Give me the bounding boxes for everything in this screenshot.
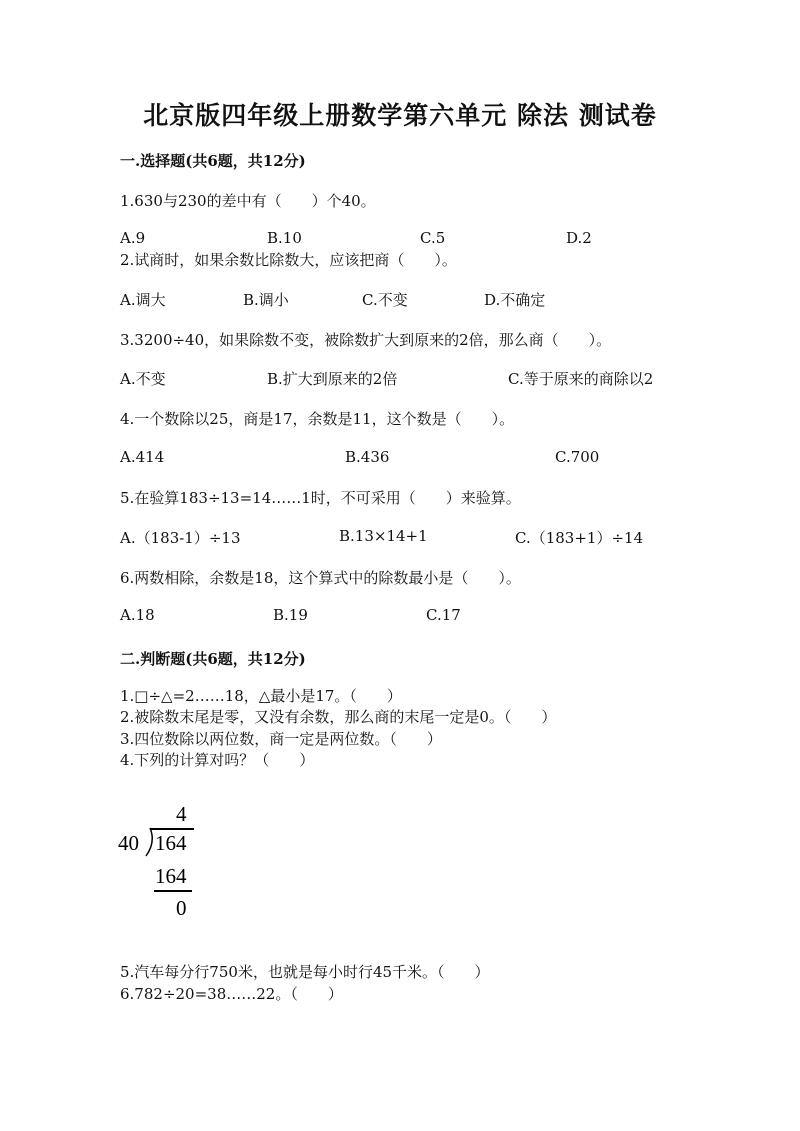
judge-question-5: 5.汽车每分行750米，也就是每小时行45千米。（ ） <box>120 963 490 981</box>
section-choice-header: 一.选择题(共6题，共12分) <box>120 152 306 170</box>
judge-question-6: 6.782÷20=38……22。（ ） <box>120 985 343 1003</box>
q3-option-c[interactable]: C.等于原来的商除以2 <box>508 370 654 388</box>
q4-option-b[interactable]: B.436 <box>345 448 390 466</box>
page-title: 北京版四年级上册数学第六单元 除法 测试卷 <box>143 101 657 130</box>
choice-question-1: 1.630与230的差中有（ ）个40。 <box>120 192 376 210</box>
judge-question-2: 2.被除数末尾是零，又没有余数，那么商的末尾一定是0。（ ） <box>120 708 557 726</box>
long-division-figure <box>118 798 208 926</box>
judge-question-1: 1.□÷△=2……18，△最小是17。（ ） <box>120 687 402 705</box>
long-division-subtract-bar <box>154 890 192 892</box>
q3-option-a[interactable]: A.不变 <box>120 370 166 388</box>
q4-option-c[interactable]: C.700 <box>555 448 600 466</box>
q5-option-a[interactable]: A.（183-1）÷13 <box>120 529 241 547</box>
q6-option-a[interactable]: A.18 <box>120 606 155 624</box>
q3-option-b[interactable]: B.扩大到原来的2倍 <box>267 370 398 388</box>
long-division-bracket <box>142 827 154 857</box>
q2-option-b[interactable]: B.调小 <box>243 291 289 309</box>
q1-option-a[interactable]: A.9 <box>120 229 146 247</box>
q2-option-c[interactable]: C.不变 <box>362 291 408 309</box>
q1-option-d[interactable]: D.2 <box>566 229 592 247</box>
q6-option-c[interactable]: C.17 <box>426 606 461 624</box>
choice-question-3: 3.3200÷40，如果除数不变，被除数扩大到原来的2倍，那么商（ ）。 <box>120 331 612 349</box>
long-division-dividend: 164 <box>155 831 187 855</box>
long-division-product: 164 <box>155 864 187 888</box>
q6-option-b[interactable]: B.19 <box>273 606 308 624</box>
section-judge-header: 二.判断题(共6题，共12分) <box>120 650 306 668</box>
q4-option-a[interactable]: A.414 <box>120 448 165 466</box>
long-division-remainder: 0 <box>176 896 187 920</box>
choice-question-5: 5.在验算183÷13=14……1时，不可采用（ ）来验算。 <box>120 489 521 507</box>
judge-question-3: 3.四位数除以两位数，商一定是两位数。（ ） <box>120 730 442 748</box>
q1-option-c[interactable]: C.5 <box>420 229 446 247</box>
choice-question-2: 2.试商时，如果余数比除数大，应该把商（ ）。 <box>120 251 457 269</box>
q2-option-a[interactable]: A.调大 <box>120 291 166 309</box>
q5-option-c[interactable]: C.（183+1）÷14 <box>515 529 644 547</box>
q1-option-b[interactable]: B.10 <box>267 229 302 247</box>
choice-question-4: 4.一个数除以25，商是17，余数是11，这个数是（ ）。 <box>120 410 515 428</box>
long-division-divisor: 40 <box>118 831 139 855</box>
choice-question-6: 6.两数相除，余数是18，这个算式中的除数最小是（ ）。 <box>120 569 521 587</box>
long-division-quotient: 4 <box>176 802 187 826</box>
q5-option-b[interactable]: B.13×14+1 <box>339 527 428 545</box>
q2-option-d[interactable]: D.不确定 <box>484 291 546 309</box>
long-division-top-bar <box>150 828 194 830</box>
judge-question-4: 4.下列的计算对吗？（ ） <box>120 751 315 769</box>
